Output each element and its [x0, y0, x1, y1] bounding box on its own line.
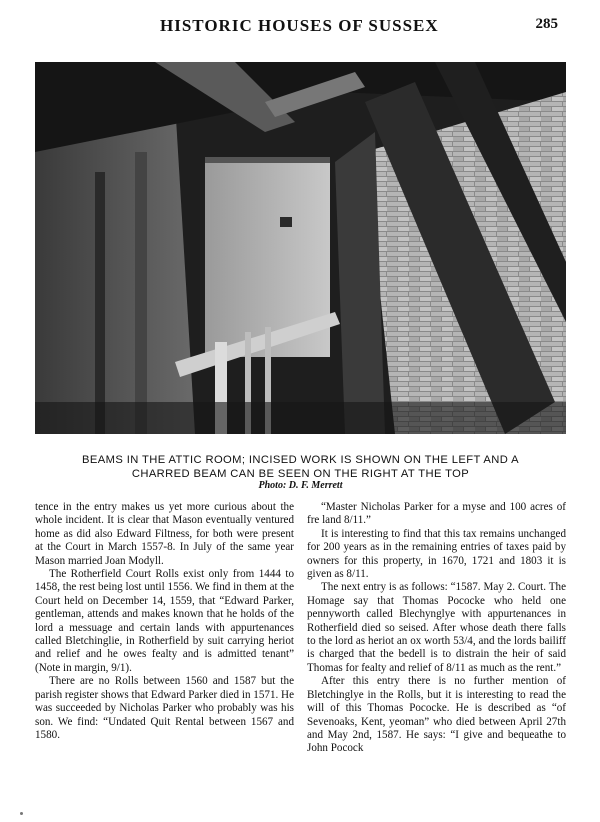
scan-speck	[20, 812, 23, 815]
right-column	[307, 501, 566, 756]
paragraph: After this entry there is no further mention of Bletchinglye in the Rolls, but it is interesting to read the will of this Thomas Pococke. He is described as “of Sevenoaks, Kent, yeoman” who died between April 27th and May 2nd, 1587. He says: “I give and bequeathe to John Pocock	[307, 675, 566, 755]
left-column	[35, 501, 294, 742]
paragraph: It is interesting to find that this tax remains unchanged for 200 years as in the remaining entries of taxes paid by owners for this property, in 1670, 1721 and 1803 it is given as 8/11.	[307, 527, 566, 581]
paragraph: tence in the entry makes us yet more curious about the whole incident. It is clear that Mason eventually ventured home as did also Edward Filtness, for both were present at the Court in March 1557-8. In July of the same year Mason married Joan Modyll.	[35, 501, 294, 567]
paragraph: There are no Rolls between 1560 and 1587 but the parish register shows that Edward Parker died in 1571. He was succeeded by Nicholas Parker who probably was his son. We find: “Undated Quit Rental between 1567 and 1580.	[35, 675, 294, 741]
paragraph: The next entry is as follows: “1587. May 2. Court. The Homage say that Thomas Pococke who held one pennyworth called Blechynglye with appurtenances in Rotherfield died so seised. After whose death there falls to the lord as heriot an ox worth 53/4, and the lords bailiff is charged that the bedell is to distrain the heir of said Thomas for fealty and relief of 8/11 as much as the rent.”	[307, 581, 566, 674]
figure-caption	[35, 453, 566, 481]
running-title: HISTORIC HOUSES OF SUSSEX	[160, 16, 439, 35]
attic-beams-photo	[35, 62, 566, 434]
caption-line-2: CHARRED BEAM CAN BE SEEN ON THE RIGHT AT THE TOP	[131, 468, 470, 480]
page-number: 285	[535, 16, 558, 32]
paragraph: The Rotherfield Court Rolls exist only from 1444 to 1458, the rest being lost until 1556. We find in them at the Court held on December 14, 1559, that “Edward Parker, gentleman, attends and makes known that he holds of the lord a messuage and certain lands with appurtenances called Bletchinglie, in Rotherfield by suit carrying heriot and relief and he owes fealty and is admitted tenant” (Note in margin, 9/1).	[35, 568, 294, 674]
caption-line-1: BEAMS IN THE ATTIC ROOM; INCISED WORK IS SHOWN ON THE LEFT AND A	[82, 454, 519, 466]
photo-credit: Photo: D. F. Merrett	[258, 480, 343, 491]
page-header	[0, 14, 600, 40]
paragraph: “Master Nicholas Parker for a myse and 100 acres of fre land 8/11.”	[307, 501, 566, 527]
